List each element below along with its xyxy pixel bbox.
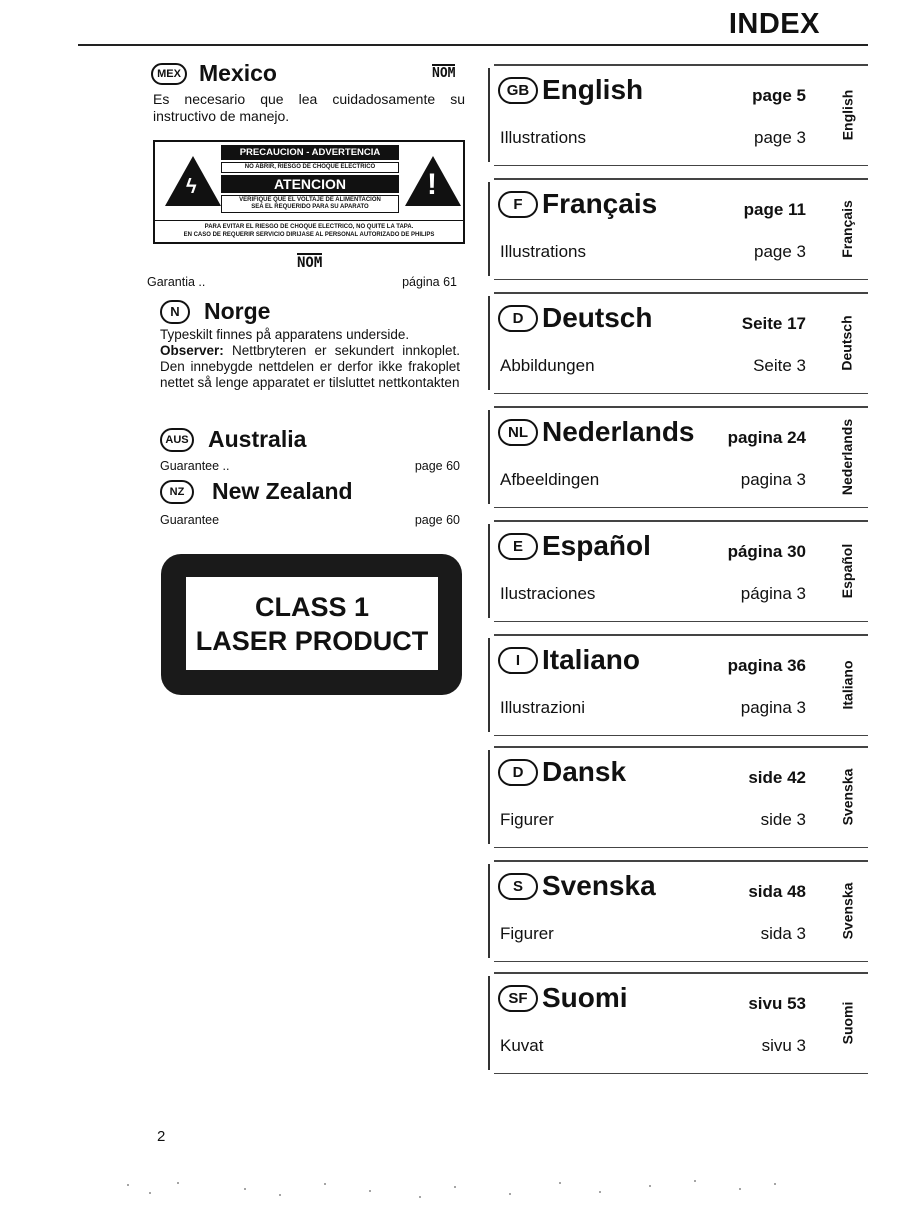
page-title: INDEX — [728, 8, 820, 40]
language-heading — [498, 416, 695, 448]
language-badge: S — [498, 873, 538, 900]
language-entry-deutsch[interactable] — [488, 292, 868, 394]
warning-label — [153, 140, 465, 244]
language-name: Suomi — [542, 982, 628, 1013]
language-heading — [498, 74, 643, 106]
entry-top-rule — [494, 634, 868, 636]
norge-title: Norge — [204, 298, 271, 324]
illustrations-label: Afbeeldingen — [500, 470, 600, 489]
language-tab — [834, 296, 860, 390]
language-entry-italiano[interactable] — [488, 634, 868, 736]
nom-mark: NOM — [432, 66, 456, 81]
warning-line-1: NO ABRIR, RIESGO DE CHOQUE ELECTRICO — [221, 162, 399, 173]
norge-observer-text: Nettbryteren er sekundert innkoplet. Den innebygde nettdelen er derfor ikke frakoplet nettet så lenge apparatet er tilsluttet nettkontakten — [160, 343, 460, 390]
warning-text-block — [221, 145, 399, 213]
language-page: side 42 — [748, 768, 806, 787]
language-heading — [498, 302, 652, 334]
illustrations-label: Illustrazioni — [500, 698, 586, 717]
language-tab-label: Français — [839, 200, 855, 258]
language-tab-label: Nederlands — [839, 418, 855, 496]
language-page: page 5 — [752, 86, 806, 105]
australia-guarantee-page: page 60 — [414, 459, 460, 473]
language-entry-nederlands[interactable] — [488, 406, 868, 508]
australia-guarantee-row — [160, 459, 460, 473]
illustrations-page: sivu 3 — [761, 1036, 806, 1055]
illustrations-page: page 3 — [754, 242, 806, 261]
warning-line-2a: VERIFIQUE QUE EL VOLTAJE DE ALIMENTACION — [239, 197, 381, 203]
laser-product: LASER PRODUCT — [195, 625, 429, 656]
entry-bottom-rule — [494, 621, 868, 623]
language-entry-espanol[interactable] — [488, 520, 868, 622]
illustrations-label: Figurer — [500, 810, 554, 829]
entry-left-rule — [488, 750, 490, 844]
mexico-title: Mexico — [199, 60, 277, 86]
language-tab — [834, 410, 860, 504]
australia-heading — [160, 426, 306, 453]
language-name: Nederlands — [542, 416, 695, 447]
new-zealand-guarantee-row — [160, 513, 460, 527]
new-zealand-badge: NZ — [160, 480, 194, 504]
language-entry-suomi[interactable] — [488, 972, 868, 1074]
language-tab — [834, 182, 860, 276]
language-heading — [498, 982, 628, 1014]
language-name: Dansk — [542, 756, 627, 787]
electric-warning-icon: ϟ — [165, 156, 221, 206]
language-page: sivu 53 — [748, 994, 806, 1013]
entry-top-rule — [494, 64, 868, 66]
language-tab-label: Deutsch — [839, 315, 856, 371]
entry-top-rule — [494, 406, 868, 408]
warning-atencion: ATENCION — [221, 175, 399, 193]
illustrations-page: side 3 — [760, 810, 806, 829]
norge-heading — [160, 298, 270, 325]
language-badge: I — [498, 647, 538, 674]
norge-line-1: Typeskilt finnes på apparatens underside. — [160, 327, 410, 342]
language-name: Svenska — [542, 870, 656, 901]
norge-observer-label: Observer: — [160, 343, 224, 358]
warning-bottom-line-2: EN CASO DE REQUERIR SERVICIO DIRIJASE AL PERSONAL AUTORIZADO DE PHILIPS — [183, 232, 435, 238]
language-name: Deutsch — [542, 302, 653, 333]
exclamation-warning-icon: ! — [405, 156, 461, 206]
language-tab — [834, 864, 860, 958]
language-name: Français — [542, 188, 658, 219]
entry-left-rule — [488, 524, 490, 618]
laser-class: CLASS 1 — [254, 591, 370, 622]
warning-bar-top: PRECAUCION - ADVERTENCIA — [221, 145, 399, 160]
language-badge: E — [498, 533, 538, 560]
illustrations-label: Ilustraciones — [500, 584, 596, 603]
illustrations-page: page 3 — [754, 128, 806, 147]
entry-top-rule — [494, 292, 868, 294]
language-heading — [498, 870, 656, 902]
garantia-label: Garantia .. — [147, 275, 206, 289]
language-entry-english[interactable] — [488, 64, 868, 166]
warning-bottom-line-1: PARA EVITAR EL RIESGO DE CHOQUE ELECTRICO, NO QUITE LA TAPA. — [204, 224, 414, 230]
language-heading — [498, 756, 626, 788]
norge-observer — [160, 343, 460, 391]
illustrations-label: Illustrations — [500, 242, 586, 261]
entry-left-rule — [488, 296, 490, 390]
language-badge: NL — [498, 419, 538, 446]
illustrations-page: sida 3 — [760, 924, 806, 943]
australia-badge: AUS — [160, 428, 194, 452]
nom-mark-2: NOM — [297, 255, 323, 271]
entry-bottom-rule — [494, 1073, 868, 1075]
language-name: Español — [542, 530, 651, 561]
new-zealand-guarantee-page: page 60 — [414, 513, 460, 527]
entry-bottom-rule — [494, 507, 868, 509]
language-tab-label: Svenska — [839, 882, 856, 940]
language-tab — [834, 976, 860, 1070]
norge-badge: N — [160, 300, 190, 324]
new-zealand-heading — [160, 478, 353, 505]
language-tab — [834, 750, 860, 844]
illustrations-page: página 3 — [740, 584, 806, 603]
entry-bottom-rule — [494, 279, 868, 281]
language-badge: GB — [498, 77, 538, 104]
language-page: page 11 — [743, 200, 806, 219]
scan-noise — [120, 1175, 790, 1205]
language-heading — [498, 188, 657, 220]
entry-top-rule — [494, 746, 868, 748]
header-rule — [78, 44, 868, 46]
language-heading — [498, 644, 640, 676]
entry-top-rule — [494, 972, 868, 974]
illustrations-label: Figurer — [500, 924, 554, 943]
entry-bottom-rule — [494, 847, 868, 849]
language-name: Italiano — [542, 644, 641, 675]
entry-bottom-rule — [494, 165, 868, 167]
illustrations-page: pagina 3 — [740, 698, 806, 717]
language-tab-label: Italiano — [839, 660, 856, 710]
language-tab-label: Español — [839, 543, 855, 599]
australia-guarantee-label: Guarantee .. — [160, 459, 230, 473]
warning-line-2 — [221, 195, 399, 213]
language-entry-dansk[interactable] — [488, 746, 868, 848]
mexico-text: Es necesario que lea cuidadosamente su instructivo de manejo. — [153, 91, 465, 124]
entry-left-rule — [488, 68, 490, 162]
entry-left-rule — [488, 864, 490, 958]
language-badge: SF — [498, 985, 538, 1012]
language-badge: D — [498, 305, 538, 332]
entry-top-rule — [494, 520, 868, 522]
entry-left-rule — [488, 638, 490, 732]
laser-label-inner — [186, 577, 438, 670]
warning-line-2b: SEA EL REQUERIDO PARA SU APARATO — [251, 204, 369, 210]
mexico-heading — [151, 60, 277, 87]
new-zealand-guarantee-label: Guarantee — [160, 513, 220, 527]
language-page: pagina 36 — [727, 656, 806, 675]
language-page: pagina 24 — [727, 428, 806, 447]
language-page: sida 48 — [748, 882, 806, 901]
warning-bottom-text — [155, 220, 463, 239]
entry-bottom-rule — [494, 393, 868, 395]
language-badge: D — [498, 759, 538, 786]
mexico-badge: MEX — [151, 63, 187, 85]
language-name: English — [542, 74, 644, 105]
language-tab-label: English — [839, 89, 855, 141]
entry-top-rule — [494, 860, 868, 862]
language-tab-label: Svenska — [839, 768, 856, 826]
language-entry-francais[interactable] — [488, 178, 868, 280]
illustrations-page: pagina 3 — [740, 470, 806, 489]
language-heading — [498, 530, 651, 562]
entry-left-rule — [488, 410, 490, 504]
garantia-page: página 61 — [402, 275, 457, 289]
language-tab-label: Suomi — [839, 1001, 855, 1045]
illustrations-label: Kuvat — [500, 1036, 544, 1055]
language-badge: F — [498, 191, 538, 218]
australia-title: Australia — [208, 426, 307, 452]
page-number: 2 — [157, 1128, 166, 1145]
entry-left-rule — [488, 182, 490, 276]
illustrations-page: Seite 3 — [753, 356, 806, 375]
entry-bottom-rule — [494, 735, 868, 737]
new-zealand-title: New Zealand — [212, 478, 353, 504]
norge-text — [160, 327, 460, 391]
entry-top-rule — [494, 178, 868, 180]
language-page: página 30 — [727, 542, 806, 561]
language-tab — [834, 68, 860, 162]
language-entry-svenska[interactable] — [488, 860, 868, 962]
entry-bottom-rule — [494, 961, 868, 963]
illustrations-label: Abbildungen — [500, 356, 595, 375]
language-tab — [834, 638, 860, 732]
language-tab — [834, 524, 860, 618]
garantia-row — [147, 275, 457, 289]
language-page: Seite 17 — [741, 314, 806, 333]
entry-left-rule — [488, 976, 490, 1070]
illustrations-label: Illustrations — [500, 128, 586, 147]
